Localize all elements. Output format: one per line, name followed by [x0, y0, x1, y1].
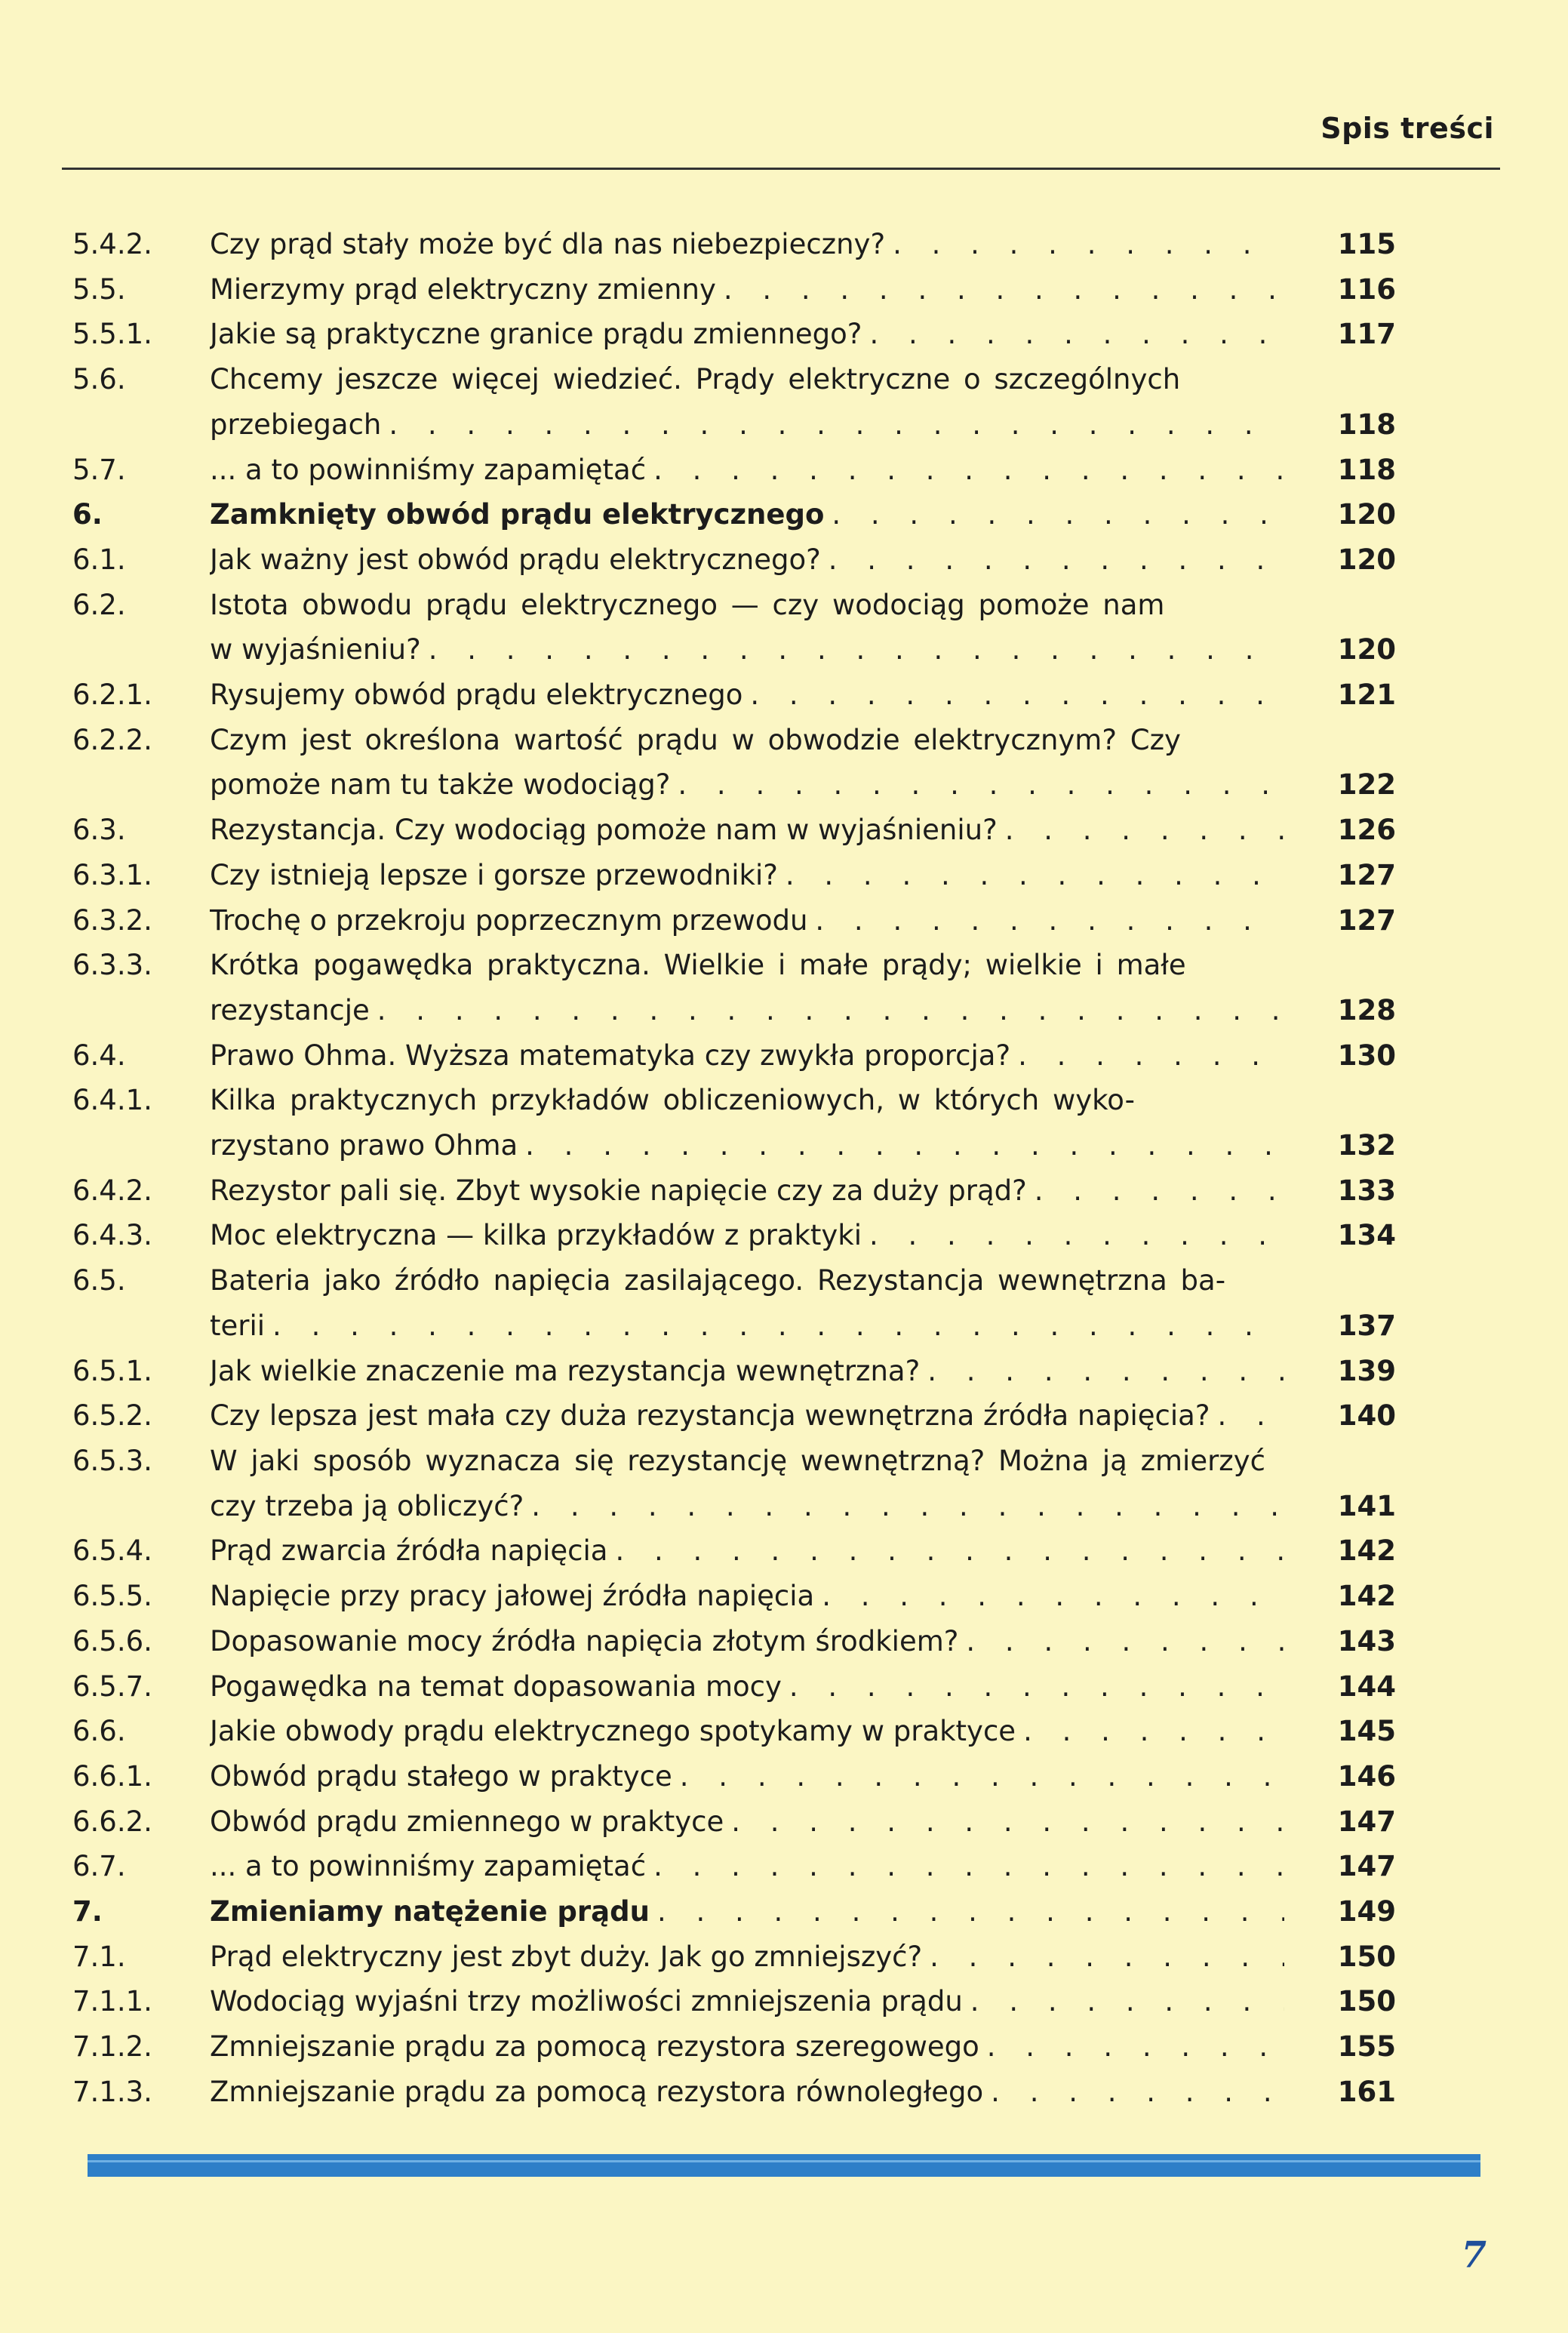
toc-entry-title	[210, 1439, 1284, 1528]
toc-page-number: 132	[1337, 1129, 1396, 1162]
toc-page-number: 121	[1337, 679, 1396, 712]
toc-entry-number: 6.5.5.	[72, 1580, 152, 1613]
toc-entry-title-line	[210, 583, 1284, 628]
toc-entry-title-text: Moc elektryczna — kilka przykładów z praktyki	[210, 1219, 862, 1252]
table-of-contents	[72, 222, 1408, 2115]
toc-entry-title-text: Rezystor pali się. Zbyt wysokie napięcie czy za duży prąd?	[210, 1174, 1027, 1207]
toc-entry-title-line	[210, 1439, 1284, 1484]
toc-page-number: 128	[1337, 993, 1396, 1026]
toc-entry-number: 6.6.2.	[72, 1805, 152, 1838]
toc-entry-title	[210, 1349, 1284, 1394]
toc-entry-title	[210, 673, 1284, 718]
dot-leader	[615, 1528, 1284, 1574]
toc-entry	[72, 312, 1408, 357]
dot-leader	[991, 2070, 1284, 2115]
toc-entry	[72, 673, 1408, 718]
toc-entry-title-line	[210, 898, 1284, 943]
toc-entry-number: 6.5.2.	[72, 1399, 152, 1433]
toc-entry-title	[210, 1168, 1284, 1214]
dot-leader	[970, 1979, 1284, 2024]
toc-entry	[72, 1619, 1408, 1664]
toc-entry-title-text: Czym jest określona wartość prądu w obwodzie elektrycznym? Czy	[210, 723, 1181, 756]
toc-entry-number: 6.5.7.	[72, 1670, 152, 1703]
toc-entry-title	[210, 1979, 1284, 2024]
toc-entry-title-line	[210, 943, 1284, 988]
toc-entry-title-text: rzystano prawo Ohma	[210, 1129, 518, 1162]
toc-chapter-entry	[72, 492, 1408, 537]
toc-entry-title-text: Rysujemy obwód prądu elektrycznego	[210, 679, 743, 712]
toc-entry	[72, 1033, 1408, 1079]
toc-entry	[72, 1664, 1408, 1710]
toc-entry-title-text: przebiegach	[210, 408, 382, 441]
toc-entry-title-line	[210, 357, 1284, 402]
toc-entry	[72, 448, 1408, 493]
toc-entry-number: 6.4.3.	[72, 1219, 152, 1252]
toc-entry	[72, 718, 1408, 808]
toc-entry-title	[210, 1528, 1284, 1574]
dot-leader	[893, 222, 1284, 267]
toc-entry-title-text: Kilka praktycznych przykładów obliczeniowych, w których wyko-	[210, 1084, 1135, 1117]
toc-entry-title-line	[210, 1709, 1284, 1754]
toc-entry	[72, 1349, 1408, 1394]
dot-leader	[829, 537, 1284, 583]
toc-entry-title-line	[210, 1393, 1284, 1439]
dot-leader	[869, 312, 1284, 357]
toc-entry-title-text: Wodociąg wyjaśni trzy możliwości zmniejszenia prądu	[210, 1985, 963, 2018]
toc-entry-title	[210, 1934, 1284, 1980]
dot-leader	[724, 267, 1284, 312]
toc-entry-title	[210, 1258, 1284, 1348]
header-divider	[62, 168, 1500, 170]
toc-entry-number: 5.5.	[72, 272, 126, 306]
toc-page-number: 127	[1337, 858, 1396, 891]
dot-leader	[822, 1574, 1284, 1619]
toc-entry-title-line	[210, 762, 1284, 808]
toc-entry	[72, 898, 1408, 943]
toc-entry-title-text: rezystancje	[210, 993, 370, 1026]
toc-entry-title	[210, 312, 1284, 357]
toc-entry-title-text: czy trzeba ją obliczyć?	[210, 1489, 524, 1522]
toc-entry-title-line	[210, 1123, 1284, 1168]
dot-leader	[832, 492, 1284, 537]
toc-entry-number: 6.6.	[72, 1715, 126, 1748]
toc-entry	[72, 808, 1408, 853]
toc-entry	[72, 1213, 1408, 1258]
dot-leader	[930, 1934, 1284, 1980]
toc-page-number: 127	[1337, 903, 1396, 937]
toc-entry	[72, 1979, 1408, 2024]
toc-entry-title	[210, 1213, 1284, 1258]
toc-entry-title	[210, 1844, 1284, 1889]
toc-entry	[72, 943, 1408, 1033]
toc-page-number: 150	[1337, 1985, 1396, 2018]
toc-page-number: 150	[1337, 1940, 1396, 1973]
dot-leader	[1218, 1393, 1285, 1439]
dot-leader	[657, 1889, 1284, 1934]
toc-entry	[72, 1439, 1408, 1528]
dot-leader	[1035, 1168, 1284, 1214]
toc-entry-title-line	[210, 402, 1284, 448]
toc-entry-title-text: Trochę o przekroju poprzecznym przewodu	[210, 903, 808, 937]
toc-entry-number: 6.3.2.	[72, 903, 152, 937]
toc-entry-title	[210, 1393, 1284, 1439]
toc-entry-title-text: W jaki sposób wyznacza się rezystancję wewnętrzną? Można ją zmierzyć	[210, 1444, 1265, 1477]
toc-entry-title	[210, 1889, 1284, 1934]
dot-leader	[815, 898, 1284, 943]
toc-entry-number: 7.1.1.	[72, 1985, 152, 2018]
dot-leader	[1005, 808, 1284, 853]
toc-entry-title-line	[210, 673, 1284, 718]
toc-page-number: 117	[1337, 318, 1396, 351]
toc-page-number: 143	[1337, 1624, 1396, 1657]
toc-entry-title	[210, 1033, 1284, 1079]
toc-entry-title	[210, 357, 1284, 447]
toc-entry-title-text: Bateria jako źródło napięcia zasilającego. Rezystancja wewnętrzna ba-	[210, 1264, 1226, 1297]
toc-page-number: 147	[1337, 1850, 1396, 1883]
toc-entry-title-line	[210, 718, 1284, 763]
toc-entry-number: 6.5.	[72, 1264, 126, 1297]
toc-page-number: 133	[1337, 1174, 1396, 1207]
toc-page-number: 122	[1337, 768, 1396, 802]
toc-entry-number: 7.1.2.	[72, 2030, 152, 2064]
toc-entry	[72, 1574, 1408, 1619]
toc-entry-title	[210, 808, 1284, 853]
toc-entry	[72, 1168, 1408, 1214]
toc-page-number: 161	[1337, 2075, 1396, 2108]
toc-entry-title-text: Zmniejszanie prądu za pomocą rezystora równoległego	[210, 2075, 984, 2108]
toc-entry-title-line	[210, 1979, 1284, 2024]
toc-entry	[72, 222, 1408, 267]
dot-leader	[680, 1754, 1284, 1799]
toc-entry-title-line	[210, 222, 1284, 267]
toc-page-number: 140	[1337, 1399, 1396, 1433]
toc-entry	[72, 1393, 1408, 1439]
toc-entry-title-line	[210, 853, 1284, 898]
toc-entry-title-line	[210, 537, 1284, 583]
dot-leader	[653, 448, 1284, 493]
toc-entry-title-text: pomoże nam tu także wodociąg?	[210, 768, 671, 802]
toc-entry-title	[210, 537, 1284, 583]
dot-leader	[786, 853, 1284, 898]
toc-entry-title-text: terii	[210, 1309, 266, 1342]
toc-entry-title-text: Czy istnieją lepsze i gorsze przewodniki?	[210, 858, 778, 891]
toc-page-number: 116	[1337, 272, 1396, 306]
toc-entry-title-text: Jakie obwody prądu elektrycznego spotykamy w praktyce	[210, 1715, 1016, 1748]
toc-page-number: 146	[1337, 1759, 1396, 1793]
toc-entry	[72, 853, 1408, 898]
toc-entry-number: 5.7.	[72, 453, 126, 486]
toc-entry	[72, 1799, 1408, 1845]
toc-entry-number: 6.	[72, 498, 103, 531]
toc-entry	[72, 583, 1408, 673]
toc-page-number: 118	[1337, 408, 1396, 441]
toc-entry	[72, 1754, 1408, 1799]
toc-entry-title-text: Zmieniamy natężenie prądu	[210, 1895, 650, 1928]
toc-entry-title-line	[210, 1619, 1284, 1664]
toc-entry-title-text: Obwód prądu stałego w praktyce	[210, 1759, 672, 1793]
toc-entry-title-line	[210, 1934, 1284, 1980]
toc-page-number: 144	[1337, 1670, 1396, 1703]
toc-page-number: 142	[1337, 1580, 1396, 1613]
dot-leader	[750, 673, 1284, 718]
toc-entry-title-text: Chcemy jeszcze więcej wiedzieć. Prądy elektryczne o szczególnych	[210, 363, 1181, 396]
toc-entry-title-text: Czy prąd stały może być dla nas niebezpieczny?	[210, 228, 886, 260]
toc-entry-title-line	[210, 492, 1284, 537]
toc-page-number: 139	[1337, 1354, 1396, 1387]
toc-entry-title-text: Pogawędka na temat dopasowania mocy	[210, 1670, 782, 1703]
page-number: 7	[1461, 2234, 1487, 2276]
toc-entry-title-line	[210, 1078, 1284, 1123]
toc-entry-number: 6.6.1.	[72, 1759, 152, 1793]
toc-entry-title-text: Napięcie przy pracy jałowej źródła napięcia	[210, 1580, 815, 1613]
toc-entry	[72, 537, 1408, 583]
toc-entry-title	[210, 1709, 1284, 1754]
toc-entry-title-text: Jak ważny jest obwód prądu elektrycznego?	[210, 543, 821, 576]
toc-entry-title-text: Obwód prądu zmiennego w praktyce	[210, 1805, 724, 1838]
dot-leader	[731, 1799, 1284, 1845]
toc-entry-title-line	[210, 448, 1284, 493]
dot-leader	[429, 627, 1284, 673]
toc-entry-number: 6.3.	[72, 814, 126, 847]
toc-entry	[72, 1078, 1408, 1168]
toc-entry-title-line	[210, 627, 1284, 673]
toc-entry-number: 5.4.2.	[72, 228, 152, 260]
toc-entry-number: 6.4.1.	[72, 1084, 152, 1117]
toc-entry	[72, 267, 1408, 312]
toc-entry-title-line	[210, 1844, 1284, 1889]
toc-entry-number: 6.2.2.	[72, 723, 152, 756]
toc-entry-title-line	[210, 1168, 1284, 1214]
toc-entry-number: 5.5.1.	[72, 318, 152, 351]
toc-entry-title-line	[210, 1574, 1284, 1619]
toc-entry-title-line	[210, 1528, 1284, 1574]
toc-page-number: 130	[1337, 1039, 1396, 1072]
toc-page-number: 115	[1337, 228, 1396, 260]
toc-page-number: 137	[1337, 1309, 1396, 1342]
toc-entry	[72, 1844, 1408, 1889]
toc-entry	[72, 357, 1408, 447]
toc-entry-title	[210, 267, 1284, 312]
toc-entry	[72, 1258, 1408, 1348]
toc-entry-title-text: Krótka pogawędka praktyczna. Wielkie i małe prądy; wielkie i małe	[210, 949, 1186, 982]
dot-leader	[531, 1484, 1284, 1529]
decorative-blue-bar	[88, 2154, 1480, 2177]
toc-entry-title-line	[210, 1754, 1284, 1799]
dot-leader	[377, 988, 1284, 1033]
toc-entry-number: 6.3.1.	[72, 858, 152, 891]
toc-entry-title	[210, 583, 1284, 673]
toc-entry-title-text: Czy lepsza jest mała czy duża rezystancja wewnętrzna źródła napięcia?	[210, 1399, 1210, 1433]
toc-entry-number: 7.1.3.	[72, 2075, 152, 2108]
toc-entry-title	[210, 1799, 1284, 1845]
toc-entry-title-line	[210, 267, 1284, 312]
toc-entry-title-text: Mierzymy prąd elektryczny zmienny	[210, 272, 716, 306]
running-header: Spis treści	[1321, 112, 1494, 145]
toc-entry-title-text: Prawo Ohma. Wyższa matematyka czy zwykła proporcja?	[210, 1039, 1011, 1072]
toc-entry-title-line	[210, 1799, 1284, 1845]
toc-page-number: 147	[1337, 1805, 1396, 1838]
toc-entry-number: 6.2.1.	[72, 679, 152, 712]
toc-entry-number: 6.4.	[72, 1039, 126, 1072]
toc-entry-title-line	[210, 1213, 1284, 1258]
toc-entry-title	[210, 1754, 1284, 1799]
dot-leader	[987, 2024, 1284, 2070]
toc-entry-title-line	[210, 1349, 1284, 1394]
toc-page-number: 134	[1337, 1219, 1396, 1252]
dot-leader	[272, 1303, 1284, 1349]
toc-page-number: 141	[1337, 1489, 1396, 1522]
toc-entry	[72, 2070, 1408, 2115]
toc-entry-title-text: ... a to powinniśmy zapamiętać	[210, 453, 647, 486]
toc-entry	[72, 1709, 1408, 1754]
toc-entry-number: 6.4.2.	[72, 1174, 152, 1207]
toc-entry-title-line	[210, 1033, 1284, 1079]
toc-page-number: 142	[1337, 1534, 1396, 1568]
toc-page-number: 120	[1337, 633, 1396, 666]
toc-entry-title	[210, 1664, 1284, 1710]
toc-entry-title-text: Rezystancja. Czy wodociąg pomoże nam w wyjaśnieniu?	[210, 814, 998, 847]
toc-entry-title-text: Dopasowanie mocy źródła napięcia złotym środkiem?	[210, 1624, 959, 1657]
dot-leader	[653, 1844, 1284, 1889]
toc-entry-title-text: Zamknięty obwód prądu elektrycznego	[210, 498, 825, 531]
toc-page-number: 149	[1337, 1895, 1396, 1928]
dot-leader	[869, 1213, 1284, 1258]
toc-page-number: 120	[1337, 543, 1396, 576]
toc-entry-title	[210, 2070, 1284, 2115]
dot-leader	[1023, 1709, 1284, 1754]
dot-leader	[389, 402, 1284, 448]
toc-entry-title-line	[210, 1484, 1284, 1529]
toc-page-number: 155	[1337, 2030, 1396, 2064]
dot-leader	[789, 1664, 1284, 1710]
toc-entry-title	[210, 898, 1284, 943]
toc-entry-number: 5.6.	[72, 363, 126, 396]
toc-entry-title-line	[210, 1889, 1284, 1934]
toc-entry-number: 7.	[72, 1895, 103, 1928]
toc-entry-title	[210, 448, 1284, 493]
dot-leader	[966, 1619, 1284, 1664]
toc-entry-title	[210, 1574, 1284, 1619]
toc-entry	[72, 1934, 1408, 1980]
toc-entry-title-text: Prąd elektryczny jest zbyt duży. Jak go zmniejszyć?	[210, 1940, 923, 1973]
toc-entry-title	[210, 492, 1284, 537]
toc-page-number: 145	[1337, 1715, 1396, 1748]
toc-entry-title-line	[210, 312, 1284, 357]
toc-entry-title	[210, 943, 1284, 1033]
toc-entry-title-line	[210, 808, 1284, 853]
toc-entry-title	[210, 1078, 1284, 1168]
toc-chapter-entry	[72, 1889, 1408, 1934]
toc-entry	[72, 2024, 1408, 2070]
toc-entry-title-line	[210, 2070, 1284, 2115]
toc-page-number: 126	[1337, 814, 1396, 847]
toc-entry-title-line	[210, 1664, 1284, 1710]
toc-entry-title-text: Istota obwodu prądu elektrycznego — czy wodociąg pomoże nam	[210, 588, 1165, 621]
toc-entry-number: 6.7.	[72, 1850, 126, 1883]
toc-entry-number: 6.5.4.	[72, 1534, 152, 1568]
toc-entry-title-line	[210, 1303, 1284, 1349]
dot-leader	[678, 762, 1284, 808]
toc-entry-title-text: Prąd zwarcia źródła napięcia	[210, 1534, 608, 1568]
toc-entry-title	[210, 2024, 1284, 2070]
toc-entry-title-text: Jakie są praktyczne granice prądu zmiennego?	[210, 318, 862, 351]
toc-entry-number: 6.5.1.	[72, 1354, 152, 1387]
toc-entry-number: 6.2.	[72, 588, 126, 621]
toc-page-number: 120	[1337, 498, 1396, 531]
toc-entry-title-line	[210, 2024, 1284, 2070]
toc-entry-title	[210, 718, 1284, 808]
dot-leader	[1018, 1033, 1284, 1079]
toc-entry-title	[210, 222, 1284, 267]
toc-entry-title-text: w wyjaśnieniu?	[210, 633, 421, 666]
toc-entry-number: 6.5.6.	[72, 1624, 152, 1657]
toc-entry-title	[210, 853, 1284, 898]
toc-entry-title-text: ... a to powinniśmy zapamiętać	[210, 1850, 647, 1883]
toc-entry	[72, 1528, 1408, 1574]
toc-entry-title	[210, 1619, 1284, 1664]
toc-entry-number: 6.1.	[72, 543, 126, 576]
toc-entry-title-line	[210, 988, 1284, 1033]
dot-leader	[525, 1123, 1284, 1168]
toc-entry-number: 6.3.3.	[72, 949, 152, 982]
toc-page-number: 118	[1337, 453, 1396, 486]
toc-entry-number: 6.5.3.	[72, 1444, 152, 1477]
toc-entry-number: 7.1.	[72, 1940, 126, 1973]
toc-entry-title-text: Zmniejszanie prądu za pomocą rezystora szeregowego	[210, 2030, 979, 2064]
toc-entry-title-text: Jak wielkie znaczenie ma rezystancja wewnętrzna?	[210, 1354, 921, 1387]
toc-entry-title-line	[210, 1258, 1284, 1303]
dot-leader	[927, 1349, 1284, 1394]
